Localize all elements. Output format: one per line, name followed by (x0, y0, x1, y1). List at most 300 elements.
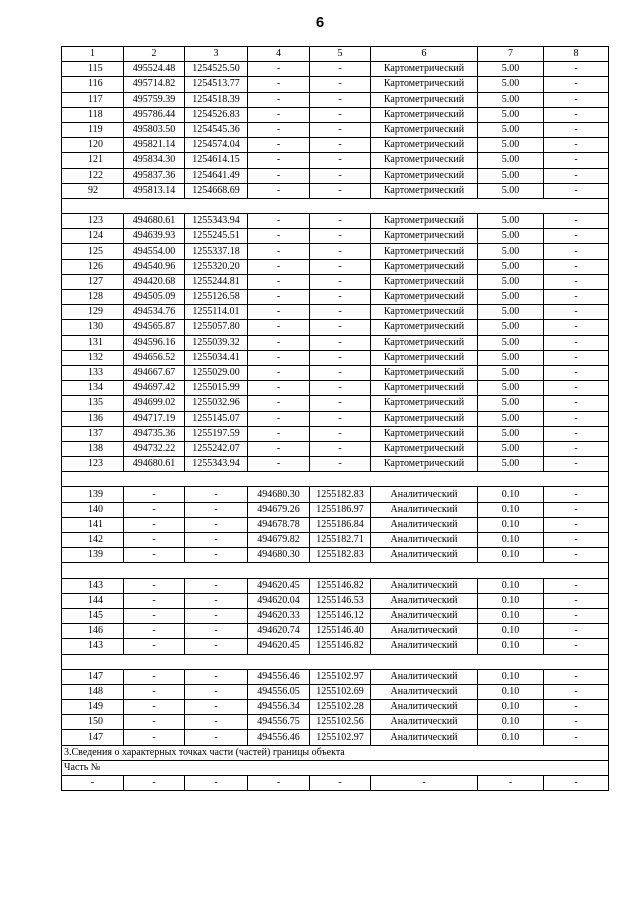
table-cell: 129 (62, 305, 124, 320)
table-cell: - (248, 259, 310, 274)
table-cell: - (544, 487, 609, 502)
table-cell: 146 (62, 624, 124, 639)
table-row (62, 214, 609, 229)
table-cell: 494556.46 (248, 730, 310, 745)
table-cell: 494717.19 (124, 411, 185, 426)
table-cell: - (124, 776, 185, 791)
table-cell: - (544, 441, 609, 456)
table-row (62, 168, 609, 183)
table-cell: - (544, 730, 609, 745)
table-cell: - (248, 776, 310, 791)
table-cell: 5.00 (478, 335, 544, 350)
table-cell: 136 (62, 411, 124, 426)
table-cell: - (185, 684, 248, 699)
table-cell: 5.00 (478, 244, 544, 259)
table-cell: Аналитический (371, 533, 478, 548)
table-cell: 1255182.83 (310, 548, 371, 563)
table-row (62, 776, 609, 791)
table-cell: - (544, 305, 609, 320)
table-cell: 495759.39 (124, 92, 185, 107)
table-cell: - (124, 639, 185, 654)
column-header: 3 (185, 47, 248, 62)
table-cell: - (124, 715, 185, 730)
table-row (62, 290, 609, 305)
table-cell: 5.00 (478, 77, 544, 92)
table-cell: 5.00 (478, 411, 544, 426)
table-row (62, 517, 609, 532)
table-cell: 1254526.83 (185, 107, 248, 122)
section-title: 3.Сведения о характерных точках части (частей) границы объекта (62, 745, 609, 760)
table-cell: Аналитический (371, 608, 478, 623)
table-cell: - (544, 92, 609, 107)
table-cell: 494556.75 (248, 715, 310, 730)
table-cell: Картометрический (371, 77, 478, 92)
table-cell: - (248, 411, 310, 426)
table-cell: - (124, 533, 185, 548)
table-cell: - (544, 624, 609, 639)
table-cell: 5.00 (478, 92, 544, 107)
table-cell: 92 (62, 183, 124, 198)
table-cell: 122 (62, 168, 124, 183)
table-cell: - (248, 214, 310, 229)
table-cell: - (310, 335, 371, 350)
table-cell: 140 (62, 502, 124, 517)
table-cell: - (310, 274, 371, 289)
table-cell: - (248, 138, 310, 153)
column-header: 5 (310, 47, 371, 62)
table-cell: - (185, 730, 248, 745)
table-cell: - (310, 426, 371, 441)
table-cell: Аналитический (371, 730, 478, 745)
table-cell: 1255343.94 (185, 214, 248, 229)
table-row (62, 502, 609, 517)
table-cell: Аналитический (371, 624, 478, 639)
table-cell: 1254518.39 (185, 92, 248, 107)
table-cell: - (248, 320, 310, 335)
table-cell: 5.00 (478, 396, 544, 411)
table-cell: 1255146.40 (310, 624, 371, 639)
table-cell: - (185, 593, 248, 608)
table-row (62, 639, 609, 654)
spacer-cell (62, 472, 609, 487)
table-cell: - (544, 700, 609, 715)
table-cell: - (310, 244, 371, 259)
table-cell: - (185, 639, 248, 654)
table-cell: - (124, 517, 185, 532)
table-cell: 132 (62, 350, 124, 365)
table-cell: - (544, 776, 609, 791)
table-cell: - (544, 381, 609, 396)
table-cell: - (310, 350, 371, 365)
table-row (62, 320, 609, 335)
table-cell: - (544, 533, 609, 548)
table-cell: Картометрический (371, 244, 478, 259)
table-row (62, 669, 609, 684)
table-cell: - (544, 335, 609, 350)
table-cell: 138 (62, 441, 124, 456)
table-cell: - (248, 426, 310, 441)
table-cell: - (124, 608, 185, 623)
table-cell: - (248, 168, 310, 183)
table-cell: - (185, 608, 248, 623)
table-cell: - (310, 776, 371, 791)
table-row (62, 578, 609, 593)
table-cell: - (62, 776, 124, 791)
table-cell: 1255015.99 (185, 381, 248, 396)
column-header: 8 (544, 47, 609, 62)
table-cell: Картометрический (371, 259, 478, 274)
table-cell: - (544, 122, 609, 137)
table-cell: 1255029.00 (185, 365, 248, 380)
table-cell: 5.00 (478, 122, 544, 137)
table-row (62, 153, 609, 168)
table-cell: 0.10 (478, 715, 544, 730)
table-cell: - (544, 244, 609, 259)
table-cell: - (248, 107, 310, 122)
table-cell: 1254574.04 (185, 138, 248, 153)
table-cell: - (544, 608, 609, 623)
table-cell: Аналитический (371, 548, 478, 563)
table-cell: 130 (62, 320, 124, 335)
table-cell: - (185, 715, 248, 730)
table-cell: 1255245.51 (185, 229, 248, 244)
table-cell: 1255182.83 (310, 487, 371, 502)
table-cell: 1255186.84 (310, 517, 371, 532)
table-row (62, 138, 609, 153)
table-cell: 1255146.82 (310, 578, 371, 593)
column-header: 7 (478, 47, 544, 62)
table-cell: - (544, 214, 609, 229)
table-row (62, 457, 609, 472)
table-row (62, 381, 609, 396)
table-cell: - (478, 776, 544, 791)
table-cell: 123 (62, 457, 124, 472)
table-cell: - (544, 153, 609, 168)
table-cell: 5.00 (478, 441, 544, 456)
table-cell: Картометрический (371, 396, 478, 411)
table-cell: 494420.68 (124, 274, 185, 289)
header-row (62, 47, 609, 62)
table-cell: 145 (62, 608, 124, 623)
table-cell: Аналитический (371, 502, 478, 517)
table-cell: - (185, 548, 248, 563)
table-row (62, 92, 609, 107)
table-cell: 142 (62, 533, 124, 548)
page-number: 6 (315, 14, 325, 31)
table-cell: 126 (62, 259, 124, 274)
table-cell: - (544, 715, 609, 730)
table-cell: 1255034.41 (185, 350, 248, 365)
table-cell: 1255145.07 (185, 411, 248, 426)
table-cell: 1255102.56 (310, 715, 371, 730)
table-cell: 5.00 (478, 259, 544, 274)
table-cell: 494565.87 (124, 320, 185, 335)
table-cell: 5.00 (478, 62, 544, 77)
table-cell: 1255197.59 (185, 426, 248, 441)
table-cell: 494656.52 (124, 350, 185, 365)
table-cell: Картометрический (371, 229, 478, 244)
table-cell: 1255244.81 (185, 274, 248, 289)
table-cell: Картометрический (371, 290, 478, 305)
table-cell: - (185, 502, 248, 517)
table-cell: - (310, 122, 371, 137)
table-cell: 494699.02 (124, 396, 185, 411)
table-row (62, 183, 609, 198)
table-cell: Картометрический (371, 274, 478, 289)
table-cell: - (544, 259, 609, 274)
table-row (62, 411, 609, 426)
table-cell: 0.10 (478, 639, 544, 654)
table-cell: - (248, 274, 310, 289)
table-cell: 494620.04 (248, 593, 310, 608)
table-cell: Аналитический (371, 487, 478, 502)
table-cell: 5.00 (478, 320, 544, 335)
column-header: 6 (371, 47, 478, 62)
table-cell: 494680.30 (248, 487, 310, 502)
table-cell: Картометрический (371, 168, 478, 183)
table-row (62, 624, 609, 639)
table-cell: 143 (62, 578, 124, 593)
table-cell: 0.10 (478, 624, 544, 639)
table-cell: 5.00 (478, 138, 544, 153)
table-cell: 119 (62, 122, 124, 137)
table-cell: 5.00 (478, 183, 544, 198)
table-row (62, 608, 609, 623)
table-cell: - (544, 396, 609, 411)
table-cell: - (310, 92, 371, 107)
table-cell: - (310, 107, 371, 122)
table-row (62, 365, 609, 380)
table-cell: 139 (62, 548, 124, 563)
table-cell: 1255343.94 (185, 457, 248, 472)
table-cell: 0.10 (478, 684, 544, 699)
table-cell: 494679.82 (248, 533, 310, 548)
table-cell: 0.10 (478, 502, 544, 517)
table-row (62, 259, 609, 274)
table-cell: 494667.67 (124, 365, 185, 380)
table-cell: 150 (62, 715, 124, 730)
table-cell: - (544, 639, 609, 654)
table-cell: 147 (62, 730, 124, 745)
table-cell: - (544, 350, 609, 365)
table-cell: Картометрический (371, 381, 478, 396)
table-row (62, 62, 609, 77)
table-cell: - (544, 411, 609, 426)
table-cell: 1254668.69 (185, 183, 248, 198)
table-cell: 494620.45 (248, 578, 310, 593)
table-cell: - (544, 183, 609, 198)
table-cell: 494735.36 (124, 426, 185, 441)
table-cell: - (248, 365, 310, 380)
boundary-points-table (61, 46, 609, 791)
spacer-cell (62, 198, 609, 213)
table-cell: 1255102.28 (310, 700, 371, 715)
table-cell: 494596.16 (124, 335, 185, 350)
table-cell: - (544, 107, 609, 122)
table-cell: 141 (62, 517, 124, 532)
table-cell: 0.10 (478, 608, 544, 623)
table-cell: 5.00 (478, 214, 544, 229)
spacer-cell (62, 563, 609, 578)
table-cell: 115 (62, 62, 124, 77)
table-cell: - (185, 669, 248, 684)
table-cell: - (310, 77, 371, 92)
table-cell: - (124, 669, 185, 684)
table-cell: 494620.74 (248, 624, 310, 639)
table-cell: - (248, 381, 310, 396)
table-cell: - (544, 548, 609, 563)
table-cell: - (544, 229, 609, 244)
table-cell: Аналитический (371, 578, 478, 593)
table-cell: 0.10 (478, 730, 544, 745)
table-cell: 134 (62, 381, 124, 396)
table-cell: 495837.36 (124, 168, 185, 183)
table-cell: - (310, 305, 371, 320)
table-row (62, 350, 609, 365)
table-cell: - (124, 624, 185, 639)
table-cell: 1255102.97 (310, 730, 371, 745)
table-cell: - (310, 441, 371, 456)
table-cell: 135 (62, 396, 124, 411)
table-row (62, 107, 609, 122)
table-cell: - (310, 259, 371, 274)
table-cell: 494556.34 (248, 700, 310, 715)
table-cell: - (124, 730, 185, 745)
part-label-row (62, 760, 609, 775)
table-cell: 495803.50 (124, 122, 185, 137)
table-cell: - (248, 62, 310, 77)
table-cell: 149 (62, 700, 124, 715)
table-cell: 1255114.01 (185, 305, 248, 320)
table-row (62, 533, 609, 548)
table-cell: - (185, 517, 248, 532)
table-cell: - (544, 684, 609, 699)
table-cell: 1255146.53 (310, 593, 371, 608)
table-cell: - (248, 350, 310, 365)
table-cell: - (544, 290, 609, 305)
table-cell: - (248, 183, 310, 198)
table-cell: Картометрический (371, 122, 478, 137)
table-cell: 495821.14 (124, 138, 185, 153)
table-cell: - (248, 457, 310, 472)
table-cell: 116 (62, 77, 124, 92)
table-cell: 5.00 (478, 290, 544, 305)
table-cell: - (124, 684, 185, 699)
table-cell: - (124, 487, 185, 502)
table-cell: 0.10 (478, 487, 544, 502)
table-cell: 5.00 (478, 229, 544, 244)
table-cell: Аналитический (371, 639, 478, 654)
table-row (62, 274, 609, 289)
table-cell: Картометрический (371, 153, 478, 168)
table-cell: - (310, 320, 371, 335)
table-cell: - (310, 381, 371, 396)
table-cell: 148 (62, 684, 124, 699)
table-cell: 494697.42 (124, 381, 185, 396)
table-cell: - (544, 77, 609, 92)
table-cell: 0.10 (478, 593, 544, 608)
table-cell: 1255320.20 (185, 259, 248, 274)
table-row (62, 229, 609, 244)
spacer-row (62, 563, 609, 578)
table-cell: Аналитический (371, 593, 478, 608)
table-cell: - (248, 305, 310, 320)
table-cell: - (544, 669, 609, 684)
table-cell: 494678.78 (248, 517, 310, 532)
table-cell: - (310, 214, 371, 229)
table-cell: 5.00 (478, 457, 544, 472)
table-cell: - (310, 290, 371, 305)
table-cell: Картометрический (371, 214, 478, 229)
table-cell: - (185, 624, 248, 639)
table-cell: 494639.93 (124, 229, 185, 244)
table-row (62, 700, 609, 715)
table-cell: 495834.30 (124, 153, 185, 168)
table-cell: 1254513.77 (185, 77, 248, 92)
table-cell: 494620.45 (248, 639, 310, 654)
table-row (62, 593, 609, 608)
table-cell: 494680.61 (124, 214, 185, 229)
table-cell: 494620.33 (248, 608, 310, 623)
table-cell: - (310, 411, 371, 426)
table-cell: 494680.61 (124, 457, 185, 472)
table-cell: 1255186.97 (310, 502, 371, 517)
table-cell: - (124, 502, 185, 517)
table-cell: Аналитический (371, 517, 478, 532)
table-cell: - (248, 441, 310, 456)
table-cell: - (124, 593, 185, 608)
table-cell: - (185, 578, 248, 593)
table-cell: 5.00 (478, 350, 544, 365)
column-header: 1 (62, 47, 124, 62)
table-cell: 1255146.82 (310, 639, 371, 654)
table-cell: - (544, 274, 609, 289)
table-cell: 1255182.71 (310, 533, 371, 548)
table-cell: 121 (62, 153, 124, 168)
table-cell: - (248, 335, 310, 350)
table-cell: 1255102.69 (310, 684, 371, 699)
table-cell: Картометрический (371, 457, 478, 472)
table-cell: 494732.22 (124, 441, 185, 456)
table-cell: Аналитический (371, 684, 478, 699)
table-cell: - (544, 168, 609, 183)
table-cell: - (544, 593, 609, 608)
part-label: Часть № (62, 760, 609, 775)
table-cell: - (371, 776, 478, 791)
table-cell: Картометрический (371, 426, 478, 441)
table-cell: - (124, 700, 185, 715)
table-row (62, 426, 609, 441)
table-cell: 494534.76 (124, 305, 185, 320)
table-cell: 0.10 (478, 548, 544, 563)
column-header: 4 (248, 47, 310, 62)
table-cell: - (248, 396, 310, 411)
table-cell: 128 (62, 290, 124, 305)
table-cell: - (544, 365, 609, 380)
table-cell: 495714.82 (124, 77, 185, 92)
table-body (62, 62, 609, 791)
table-cell: - (310, 365, 371, 380)
table-cell: - (544, 320, 609, 335)
table-cell: Картометрический (371, 92, 478, 107)
table-row (62, 684, 609, 699)
table-cell: Картометрический (371, 107, 478, 122)
table-cell: 120 (62, 138, 124, 153)
table-cell: Картометрический (371, 138, 478, 153)
table-cell: 5.00 (478, 381, 544, 396)
table-cell: Картометрический (371, 365, 478, 380)
table-cell: 0.10 (478, 517, 544, 532)
